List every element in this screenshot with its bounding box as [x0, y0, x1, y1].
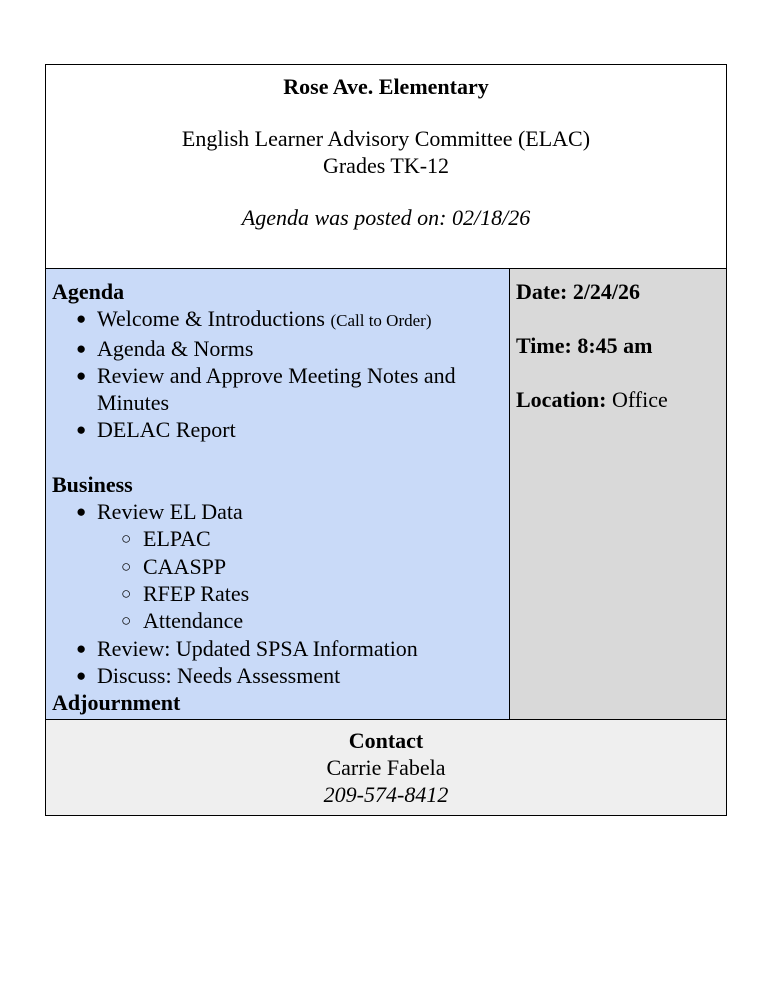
agenda-heading: Agenda: [52, 279, 125, 304]
sub-list-item: ○ RFEP Rates: [52, 580, 509, 607]
contact-phone: 209-574-8412: [323, 782, 449, 807]
date-label: Date:: [516, 279, 573, 304]
contact-heading: Contact: [348, 728, 424, 753]
posted-label: Agenda was posted on:: [241, 205, 452, 230]
spacer: [52, 444, 509, 471]
list-item: ● Review EL Data: [52, 498, 509, 525]
committee-block: [46, 125, 726, 179]
list-item: ● DELAC Report: [52, 416, 509, 443]
location-label: Location:: [516, 387, 612, 412]
meeting-info-column: [510, 269, 726, 719]
time-line: [516, 332, 726, 359]
sub-list-item: ○ Attendance: [52, 607, 509, 634]
adjournment-heading: Adjournment: [52, 690, 181, 716]
list-item: ● Discuss: Needs Assessment: [52, 662, 509, 689]
agenda-list: [52, 305, 509, 443]
location-value: Office: [611, 387, 668, 412]
posted-date: 02/18/26: [451, 205, 531, 230]
date-line: [516, 278, 726, 305]
agenda-item-text: Welcome & Introductions: [97, 306, 331, 332]
posted-line: [46, 205, 726, 231]
date-value: 2/24/26: [572, 279, 641, 304]
list-item: ● Review and Approve Meeting Notes and Minutes: [52, 362, 509, 417]
time-value: 8:45 am: [577, 333, 653, 358]
grades: Grades TK-12: [322, 153, 450, 178]
sub-list-item: ○ ELPAC: [52, 525, 509, 552]
agenda-row: [46, 269, 726, 720]
list-item: ● Review: Updated SPSA Information: [52, 635, 509, 662]
business-list: [52, 498, 509, 689]
committee-name: English Learner Advisory Committee (ELAC): [181, 126, 591, 151]
sub-list-item: ○ CAASPP: [52, 553, 509, 580]
contact-section: [46, 720, 726, 815]
time-label: Time:: [516, 333, 578, 358]
business-heading: Business: [52, 471, 133, 497]
agenda-document: [45, 64, 727, 816]
contact-name: Carrie Fabela: [326, 755, 446, 780]
location-line: [516, 386, 726, 413]
header-section: [46, 65, 726, 269]
agenda-item-note: (Call to Order): [330, 311, 432, 331]
list-item: ● Agenda & Norms: [52, 335, 509, 362]
school-name: Rose Ave. Elementary: [283, 74, 489, 99]
list-item: [52, 305, 509, 334]
agenda-column: [46, 269, 510, 719]
